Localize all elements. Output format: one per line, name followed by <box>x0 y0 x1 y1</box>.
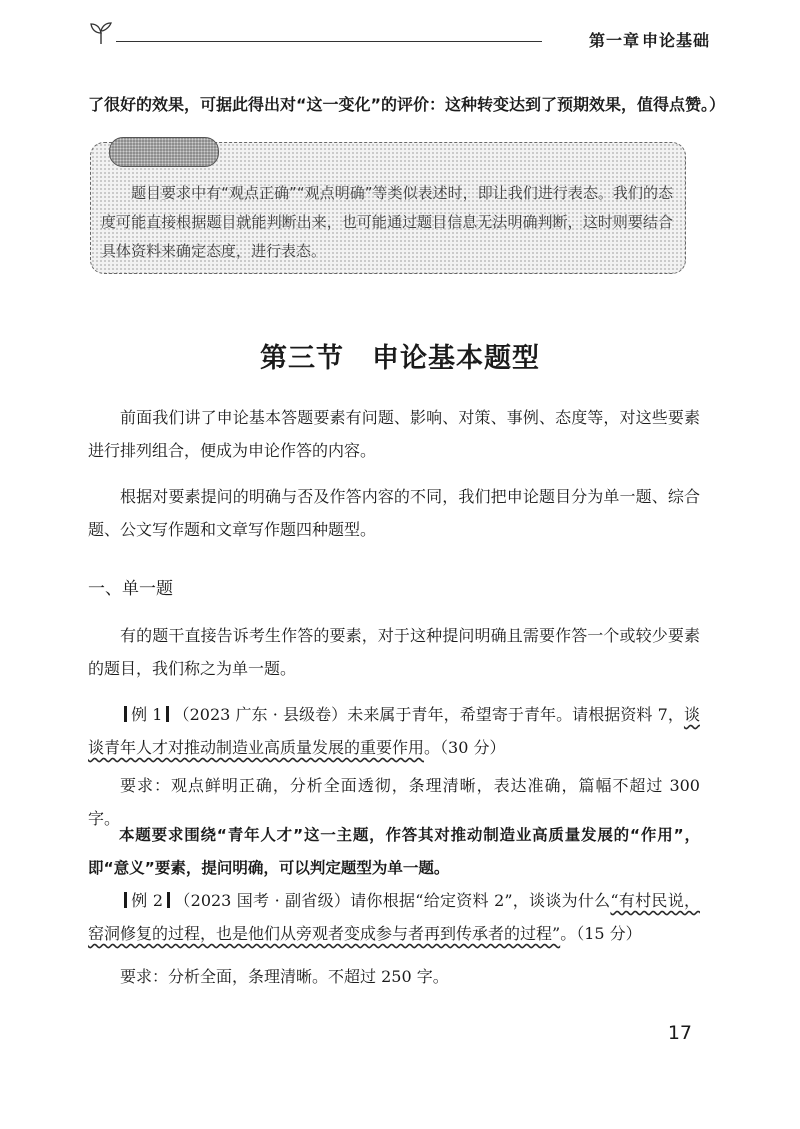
tip-box <box>90 142 686 274</box>
intro-paragraph: 前面我们讲了申论基本答题要素有问题、影响、对策、事例、态度等，对这些要素进行排列组合，便成为申论作答的内容。 <box>88 408 700 460</box>
bracket-right-icon <box>167 892 170 908</box>
example-2-source: （2023 国考 · 副省级） <box>174 891 351 910</box>
running-header <box>82 20 722 54</box>
subsection-heading: 一、单一题 <box>88 579 173 599</box>
section-title <box>0 336 800 375</box>
tip-text: 题目要求中有“观点正确”“观点明确”等类似表述时，即让我们进行表态。我们的态度可能直接根据题目就能判断出来，也可能通过题目信息无法明确判断，这时则要结合具体资料来确定态度，进行表态。 <box>101 184 673 260</box>
example-2-label: 例 2 <box>131 891 164 910</box>
tip-badge <box>109 137 219 167</box>
example-2-requirement: 要求：分析全面，条理清晰。不超过 250 字。 <box>120 967 449 986</box>
example-2 <box>88 884 700 950</box>
bracket-left-icon <box>124 706 127 722</box>
page-number: 17 <box>667 1022 692 1044</box>
example-1-label: 例 1 <box>131 705 163 724</box>
example-2-underlined-prompt: “有村民说，窑洞修复的过程，也是他们从旁观者变成参与者再到传承者的过程” <box>88 891 700 943</box>
example-2-prompt: 请你根据“给定资料 2”，谈谈为什么 <box>350 891 611 910</box>
example-1 <box>88 698 700 764</box>
sprout-icon <box>88 20 114 46</box>
example-2-score: 。（15 分） <box>560 924 642 943</box>
header-chapter: 第一章 <box>588 31 640 50</box>
example-1-analysis: 本题要求围绕“青年人才”这一主题，作答其对推动制造业高质量发展的“作用”，即“意义”要素，提问明确，可以判定题型为单一题。 <box>88 826 700 877</box>
section-name: 申论基本题型 <box>372 343 540 374</box>
example-1-prompt: 未来属于青年，希望寄于青年。请根据资料 7， <box>347 705 684 724</box>
classification-paragraph: 根据对要素提问的明确与否及作答内容的不同，我们把申论题目分为单一题、综合题、公文写作题和文章写作题四种题型。 <box>88 487 700 539</box>
bracket-left-icon <box>124 892 127 908</box>
example-1-requirement: 要求：观点鲜明正确，分析全面透彻，条理清晰，表达准确，篇幅不超过 300 字。 <box>88 776 700 828</box>
bracket-right-icon <box>166 706 169 722</box>
continuation-text: 了很好的效果，可据此得出对“这一变化”的评价：这种转变达到了预期效果，值得点赞。） <box>88 95 726 114</box>
example-1-source: （2023 广东 · 县级卷） <box>173 705 348 724</box>
example-1-underlined-prompt: 谈谈青年人才对推动制造业高质量发展的重要作用 <box>88 705 700 757</box>
header-chapter-name: 申论基础 <box>641 31 710 50</box>
definition-paragraph: 有的题干直接告诉考生作答的要素，对于这种提问明确且需要作答一个或较少要素的题目，我们称之为单一题。 <box>88 626 700 678</box>
section-number: 第三节 <box>260 343 344 374</box>
header-rule <box>116 41 542 42</box>
example-1-score: 。（30 分） <box>424 738 506 757</box>
